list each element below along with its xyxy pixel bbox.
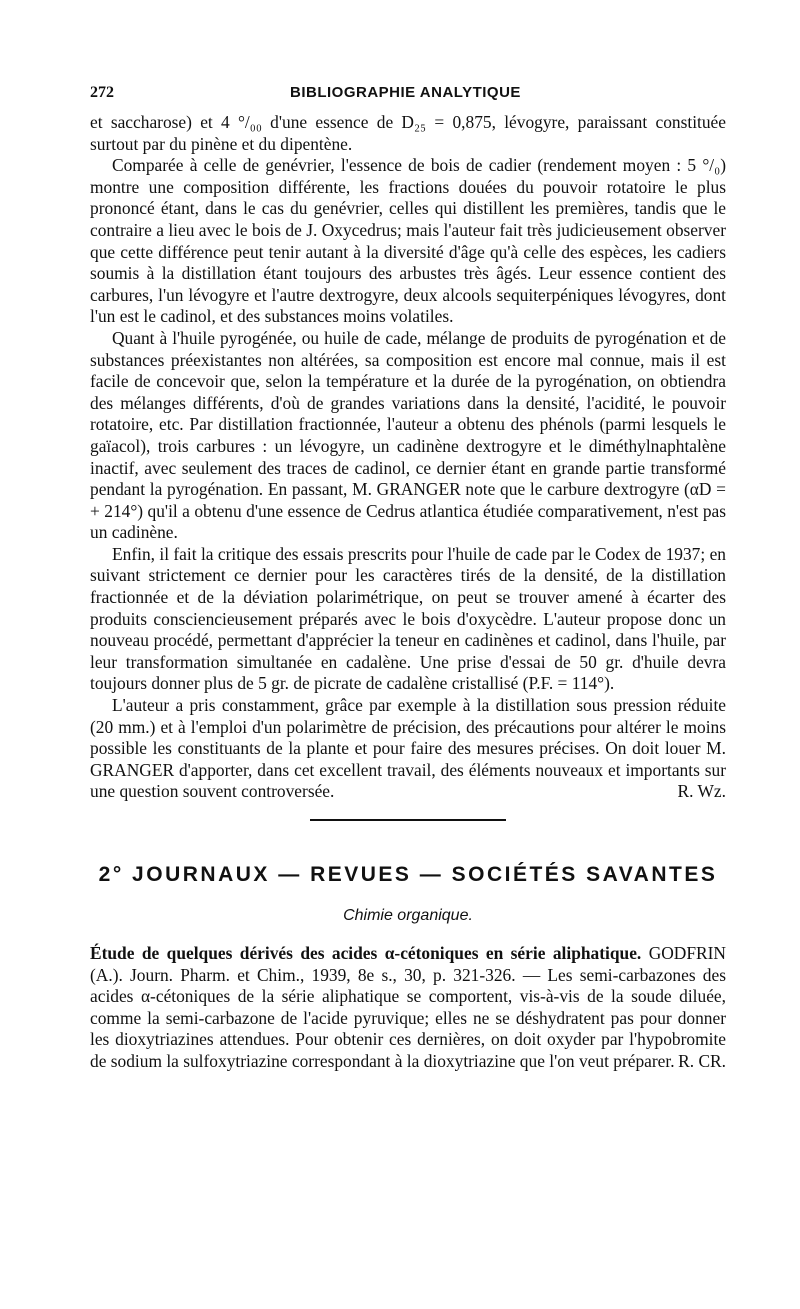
- article-reference: GODFRIN (A.). Journ. Pharm. et Chim., 1939, 8e s., 30, p. 321-326.: [90, 943, 726, 985]
- page-number: 272: [90, 84, 114, 101]
- running-title: BIBLIOGRAPHIE ANALYTIQUE: [290, 84, 521, 101]
- article: [90, 943, 726, 1073]
- paragraph: Enfin, il fait la critique des essais prescrits pour l'huile de cade par le Codex de 1937; en suivant strictement ce dernier pour les caractères tirés de la densité, de la distillation fractionnée et de la déviation polarimétrique, on peut se trouver amené à écarter des produits consciencieusement préparés avec le bois d'oxycèdre. L'auteur propose donc un nouveau procédé, permettant d'apprécier la teneur en cadinènes et cadinol, dans l'huile, par leur transformation simultanée en cadalène. Une prise d'essai de 50 gr. d'huile devra toujours donner plus de 5 gr. de picrate de cadalène cristallisé (P.F. = 114°).: [90, 543, 726, 694]
- page: [90, 84, 726, 1073]
- article-body: — Les semi-carbazones des acides α-cétoniques de la série aliphatique se comportent, vis-à-vis de la soude diluée, comme la semi-carbazone de l'acide pyruvique; elles ne se déshydratent pas pour donner les dioxytriazines attendues. Pour obtenir ces dernières, on doit oxyder par l'hypobromite de sodium la sulfoxytriazine correspondant à la dioxytriazine que l'on veut préparer.: [90, 964, 726, 1071]
- paragraph-text: L'auteur a pris constamment, grâce par exemple à la distillation sous pression réduite (20 mm.) et à l'emploi d'un polarimètre de précision, des précautions pour altérer le moins possible les constituants de la plante et pour faire des mesures précises. On doit louer M. GRANGER d'apporter, dans cet excellent travail, des éléments nouveaux et importants sur une question souvent controversée.: [90, 695, 726, 802]
- paragraph: Comparée à celle de genévrier, l'essence de bois de cadier (rendement moyen : 5 °/₀) montre une composition différente, les fractions douées du pouvoir rotatoire le plus prononcé étant, dans le cas du genévrier, celles qui distillent les premières, tandis que le contraire a lieu avec le bois de J. Oxycedrus; mais l'auteur fait très judicieusement observer que cette différence peut tenir autant à la diversité d'âge qu'à celle des espèces, les cadiers soumis à la distillation étant toujours des arbustes très âgés. Leur essence contient des carbures, l'un lévogyre et l'autre dextrogyre, deux alcools sequiterpéniques lévogyres, dont l'un est le cadinol, et des substances moins volatiles.: [90, 155, 726, 327]
- running-header: [90, 84, 726, 112]
- article-signature: R. CR.: [678, 1050, 726, 1071]
- signature: R. Wz.: [677, 781, 726, 802]
- article-title: Étude de quelques dérivés des acides α-cétoniques en série aliphatique.: [90, 943, 642, 963]
- paragraph-with-signature: [90, 695, 726, 803]
- subsection-title: Chimie organique.: [343, 907, 473, 924]
- paragraph: Quant à l'huile pyrogénée, ou huile de cade, mélange de produits de pyrogénation et de substances préexistantes non altérées, sa composition est encore mal connue, mais il est facile de concevoir que, selon la température et la durée de la pyrogénation, on obtiendra des mélanges différents, d'où de grandes variations dans la densité, l'acidité, le pouvoir rotatoire, etc. Par distillation fractionnée, l'auteur a obtenu des phénols (parmi lesquels le gaïacol), trois carbures : un lévogyre, un cadinène dextrogyre et le diméthylnaphtalène inactif, avec seulement des traces de cadinol, ce dernier étant en grande partie transformé pendant la pyrogénation. En passant, M. GRANGER note que le carbure dextrogyre (αD = + 214°) qu'il a obtenu d'une essence de Cedrus atlantica étudiée comparativement, n'est pas un cadinène.: [90, 327, 726, 543]
- divider-rule: [310, 819, 506, 821]
- article-paragraph: [90, 943, 726, 1073]
- paragraph: et saccharose) et 4 °/₀₀ d'une essence de D₂₅ = 0,875, lévogyre, paraissant constituée surtout par du pinène et du dipentène.: [90, 112, 726, 154]
- section-title: 2° JOURNAUX — REVUES — SOCIÉTÉS SAVANTES: [98, 863, 718, 886]
